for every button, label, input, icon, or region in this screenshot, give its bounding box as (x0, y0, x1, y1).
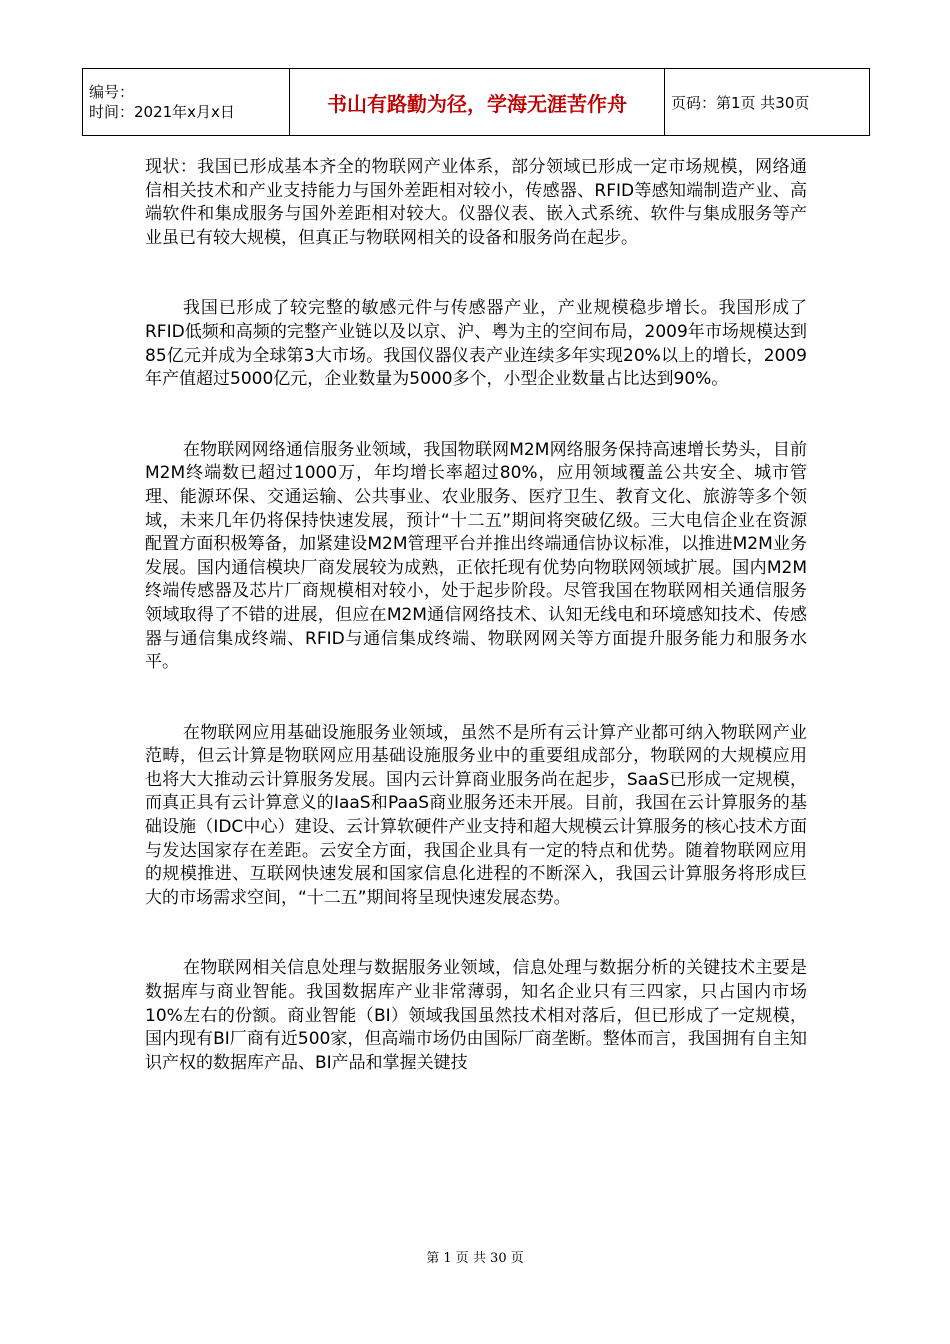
paragraph-status: 现状：我国已形成基本齐全的物联网产业体系，部分领域已形成一定市场规模，网络通信相关技术和产业支持能力与国外差距相对较小，传感器、RFID等感知端制造产业、高端软件和集成服务与国外差距相对较大。仪器仪表、嵌入式系统、软件与集成服务等产业虽已有较大规模，但真正与物联网相关的设备和服务尚在起步。 (145, 157, 807, 248)
page-footer: 第 1 页 共 30 页 (426, 1251, 524, 1266)
document-time-label: 时间：2021年x月x日 (89, 103, 235, 121)
header-meta (83, 69, 290, 136)
document-number-label: 编号： (89, 83, 135, 101)
paragraph-network-services: 在物联网网络通信服务业领域，我国物联网M2M网络服务保持高速增长势头，目前M2M终端数已超过1000万，年均增长率超过80%，应用领域覆盖公共安全、城市管理、能源环保、交通运输、公共事业、农业服务、医疗卫生、教育文化、旅游等多个领域，未来几年仍将保持快速发展，预计“十二五”期间将突破亿级。三大电信企业在资源配置方面积极筹备，加紧建设M2M管理平台并推出终端通信协议标准，以推进M2M业务发展。国内通信模块厂商发展较为成熟，正依托现有优势向物联网领域扩展。国内M2M终端传感器及芯片厂商规模相对较小，处于起步阶段。尽管我国在物联网相关通信服务领域取得了不错的进展，但应在M2M通信网络技术、认知无线电和环境感知技术、传感器与通信集成终端、RFID与通信集成终端、物联网网关等方面提升服务能力和服务水平。 (145, 439, 807, 673)
paragraph-sensors: 我国已形成了较完整的敏感元件与传感器产业，产业规模稳步增长。我国形成了RFID低频和高频的完整产业链以及以京、沪、粤为主的空间布局，2009年市场规模达到85亿元并成为全球第3大市场。我国仪器仪表产业连续多年实现20%以上的增长，2009年产值超过5000亿元，企业数量为5000多个，小型企业数量占比达到90%。 (145, 298, 807, 390)
document-body (145, 156, 807, 1075)
paragraph-cloud-infrastructure: 在物联网应用基础设施服务业领域，虽然不是所有云计算产业都可纳入物联网产业范畴，但云计算是物联网应用基础设施服务业中的重要组成部分，物联网的大规模应用也将大大推动云计算服务发展。国内云计算商业服务尚在起步，SaaS已形成一定规模，而真正具有云计算意义的IaaS和PaaS商业服务还未开展。目前，我国在云计算服务的基础设施（IDC中心）建设、云计算软硬件产业支持和超大规模云计算服务的核心技术方面与发达国家存在差距。云安全方面，我国企业具有一定的特点和优势。随着物联网应用的规模推进、互联网快速发展和国家信息化进程的不断深入，我国云计算服务将形成巨大的市场需求空间，“十二五”期间将呈现快速发展态势。 (145, 722, 807, 908)
header-page-info: 页码：第1页 共30页 (665, 69, 870, 136)
document-header (82, 68, 870, 136)
header-motto: 书山有路勤为径，学海无涯苦作舟 (290, 69, 665, 136)
paragraph-data-services: 在物联网相关信息处理与数据服务业领域，信息处理与数据分析的关键技术主要是数据库与商业智能。我国数据库产业非常薄弱，知名企业只有三四家，只占国内市场10%左右的份额。商业智能（BI）领域我国虽然技术相对落后，但已形成了一定规模，国内现有BI厂商有近500家，但高端市场仍由国际厂商垄断。整体而言，我国拥有自主知识产权的数据库产品、BI产品和掌握关键技 (145, 958, 807, 1073)
